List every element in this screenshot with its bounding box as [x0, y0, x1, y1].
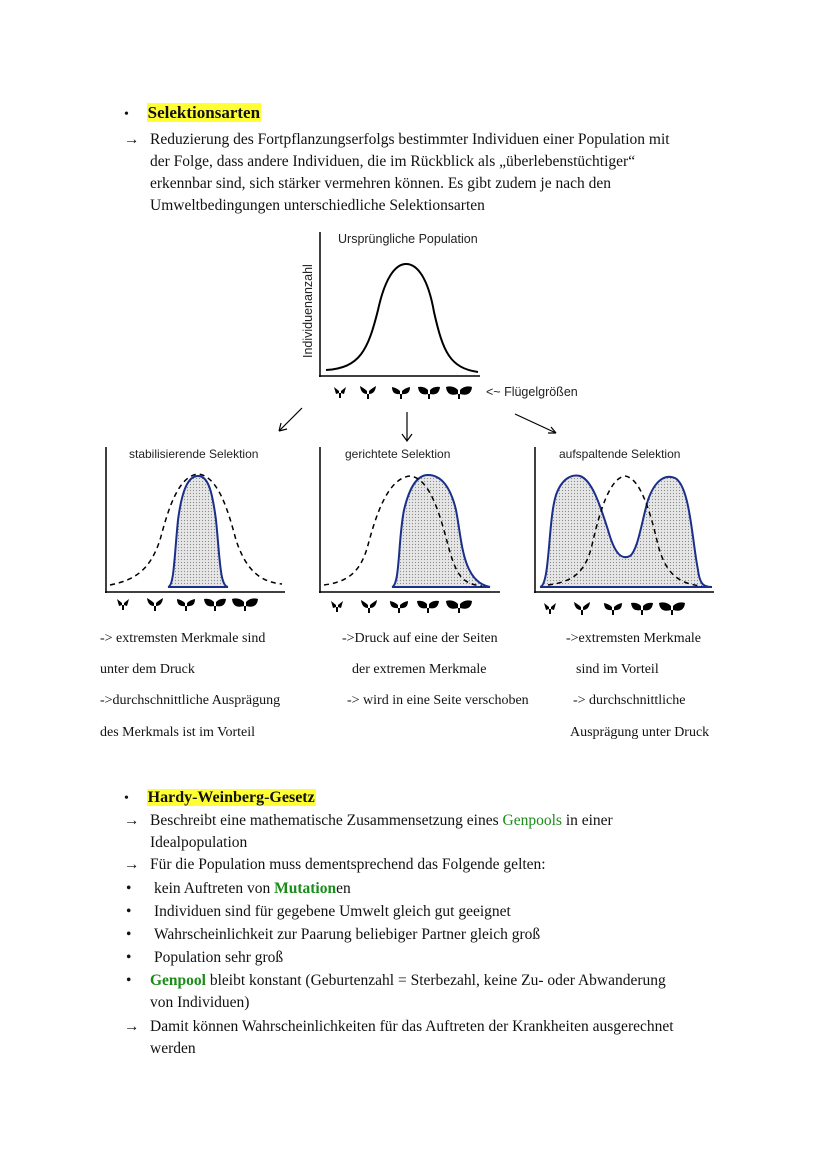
condition-random-mating: Wahrscheinlichkeit zur Paarung beliebiger Partner gleich groß: [154, 926, 541, 943]
section2-item2: Für die Population muss dementsprechend das Folgende gelten:: [150, 856, 546, 873]
wing-icon-l: [418, 387, 440, 399]
condition-large-population: Population sehr groß: [154, 949, 284, 966]
panel-title-disruptive: aufspaltende Selektion: [559, 447, 681, 461]
caption-col3-line1: ->extremsten Merkmale: [566, 631, 702, 646]
section1-line-3: erkennbar sind, sich stärker vermehren können. Es gibt zudem je nach den: [150, 175, 611, 192]
caption-col1-line3: ->durchschnittliche Ausprägung: [100, 693, 281, 708]
branch-arrows: [279, 408, 556, 441]
caption-col3-line4: Ausprägung unter Druck: [570, 725, 710, 740]
condition-constant-genpool: [150, 970, 666, 992]
bullet: •: [126, 972, 132, 989]
population-curve: [326, 264, 478, 372]
genpool-term: Genpools: [502, 812, 562, 829]
section1-heading: Selektionsarten: [147, 103, 261, 122]
wing-icon-m: [392, 387, 410, 399]
wing-icon-xl: [446, 386, 472, 399]
caption-col1-line4: des Merkmals ist im Vorteil: [100, 725, 256, 740]
b5-text: bleibt konstant (Geburtenzahl = Sterbezahl, keine Zu- oder Abwanderung: [205, 972, 666, 989]
arrow: →: [124, 1018, 140, 1035]
caption-col2-line2: der extremen Merkmale: [352, 662, 487, 677]
caption-col3-line2: sind im Vorteil: [576, 662, 659, 677]
section2-item3-line2: werden: [150, 1040, 196, 1057]
panel-title-directional: gerichtete Selektion: [345, 447, 451, 461]
top-chart-title: Ursprüngliche Population: [338, 232, 478, 246]
bullet: •: [126, 926, 132, 943]
bullet: •: [124, 791, 129, 806]
arrow: →: [124, 856, 140, 873]
caption-col2-line3: -> wird in eine Seite verschoben: [347, 693, 529, 708]
arrow: →: [124, 812, 140, 829]
b1-text: kein Auftreten von: [154, 880, 275, 897]
arrow-left-icon: [279, 408, 302, 431]
original-population-chart: [301, 232, 578, 399]
item1-text: Beschreibt eine mathematische Zusammensetzung eines: [150, 812, 503, 829]
item1-text-end: in einer: [561, 812, 613, 829]
panel-title-stabilizing: stabilisierende Selektion: [129, 447, 259, 461]
mutation-term: Mutation: [274, 880, 337, 897]
caption-col2-line1: ->Druck auf eine der Seiten: [342, 631, 498, 646]
b1-text-end: en: [336, 880, 351, 897]
selected-curve-shifted: [392, 475, 490, 587]
condition-equal-fitness: Individuen sind für gegebene Umwelt gleich gut geeignet: [154, 903, 511, 920]
wing-size-label: <~ Flügelgrößen: [486, 385, 578, 399]
wing-icon-xs: [334, 387, 346, 398]
section1-line-2: der Folge, dass andere Individuen, die im Rückblick als „überlebenstüchtiger“: [150, 153, 636, 170]
genpool-term-bold: Genpool: [150, 972, 206, 989]
section2-item1-line2: Idealpopulation: [150, 834, 248, 851]
panel-stabilizing: [105, 447, 285, 611]
bullet: •: [126, 949, 132, 966]
wing-icon-s: [360, 386, 376, 399]
bullet: •: [126, 880, 132, 897]
condition-constant-genpool-line2: von Individuen): [150, 994, 250, 1011]
section1-arrow: →: [124, 131, 140, 148]
bullet: •: [124, 107, 129, 122]
section2-heading-row: [124, 787, 316, 810]
section2-item1: [150, 810, 613, 832]
wing-size-icons: [334, 386, 472, 399]
section1-line-1: Reduzierung des Fortpflanzungserfolgs bestimmter Individuen einer Population mit: [150, 131, 670, 148]
panel-directional: [319, 447, 500, 613]
bullet: •: [126, 903, 132, 920]
y-axis-label: Individuenanzahl: [301, 264, 315, 358]
arrow-right-icon: [515, 414, 556, 433]
selected-curve-bimodal: [540, 476, 712, 587]
caption-col1-line2: unter dem Druck: [100, 662, 195, 677]
section1-line-4: Umweltbedingungen unterschiedliche Selektionsarten: [150, 197, 485, 214]
section2-heading: Hardy-Weinberg-Gesetz: [147, 789, 315, 806]
caption-col1-line1: -> extremsten Merkmale sind: [100, 631, 266, 646]
condition-no-mutation: [154, 878, 351, 900]
caption-col3-line3: -> durchschnittliche: [573, 693, 686, 708]
section2-item3: Damit können Wahrscheinlichkeiten für das Auftreten der Krankheiten ausgerechnet: [150, 1018, 674, 1035]
panel-disruptive: [534, 447, 714, 615]
